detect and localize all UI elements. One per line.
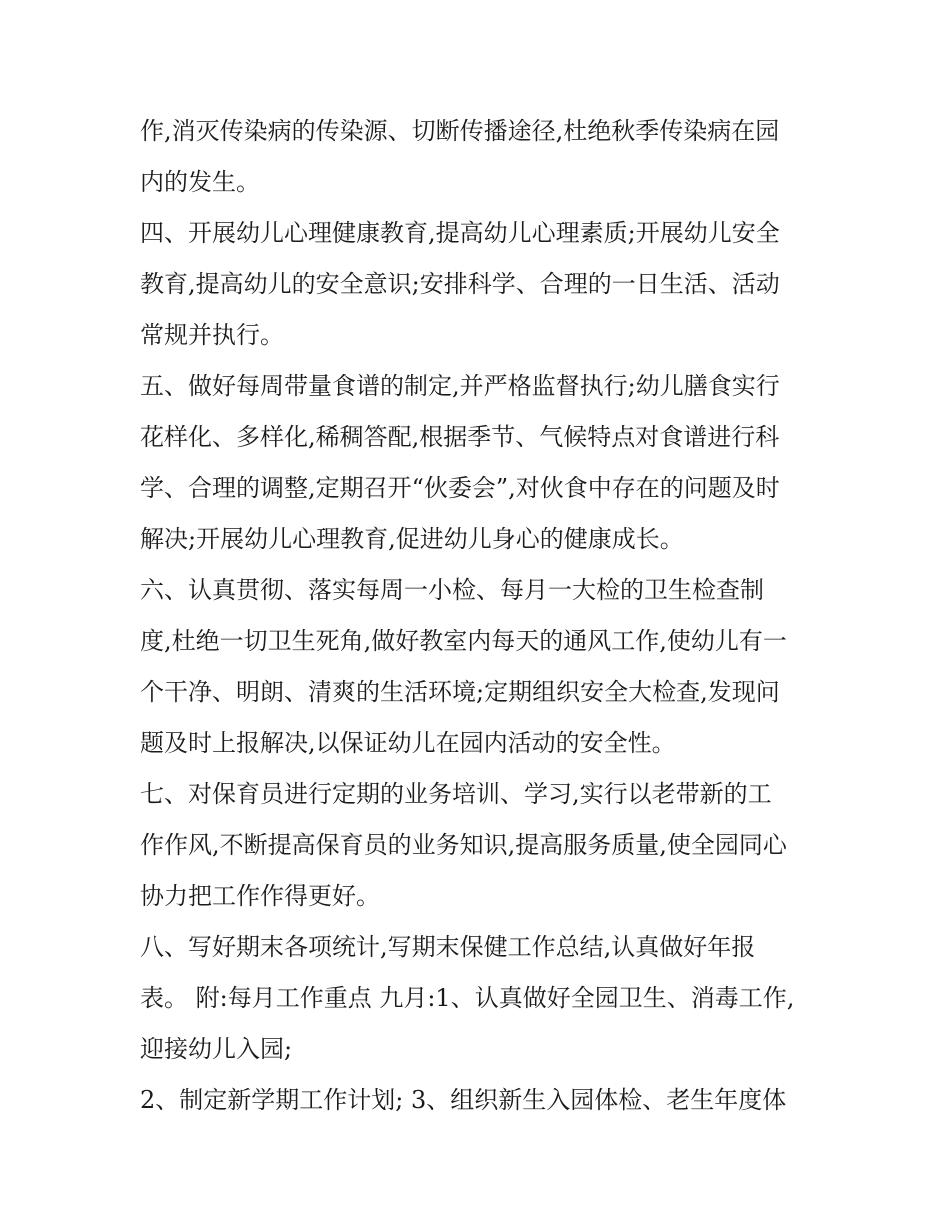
text-line-5: 常规并执行。 [140, 321, 284, 349]
text-line-19: 迎接幼儿入园; [140, 1035, 293, 1063]
text-line-14: 七、对保育员进行定期的业务培训、学习,实行以老带新的工 [140, 780, 772, 808]
text-line-16: 协力把工作作得更好。 [140, 882, 380, 910]
text-line-4: 教育,提高幼儿的安全意识;安排科学、合理的一日生活、活动 [140, 270, 780, 298]
text-line-12: 个干净、明朗、清爽的生活环境;定期组织安全大检查,发现问 [140, 678, 780, 706]
text-line-2: 内的发生。 [140, 168, 260, 196]
text-line-17: 八、写好期末各项统计,写期末保健工作总结,认真做好年报 [140, 933, 756, 961]
text-line-13: 题及时上报解决,以保证幼儿在园内活动的安全性。 [140, 729, 676, 757]
text-line-10: 六、认真贯彻、落实每周一小检、每月一大检的卫生检查制 [140, 576, 764, 604]
text-line-9: 解决;开展幼儿心理教育,促进幼儿身心的健康成长。 [140, 525, 684, 553]
text-line-3: 四、开展幼儿心理健康教育,提高幼儿心理素质;开展幼儿安全 [140, 219, 780, 247]
text-line-8: 学、合理的调整,定期召开“伙委会”,对伙食中存在的问题及时 [140, 474, 780, 502]
document-body [140, 106, 820, 1126]
text-line-6: 五、做好每周带量食谱的制定,并严格监督执行;幼儿膳食实行 [140, 372, 780, 400]
text-line-7: 花样化、多样化,稀稠答配,根据季节、气候特点对食谱进行科 [140, 423, 780, 451]
text-line-20: 2、制定新学期工作计划; 3、组织新生入园体检、老生年度体 [140, 1086, 787, 1114]
text-line-1: 作,消灭传染病的传染源、切断传播途径,杜绝秋季传染病在园 [140, 117, 780, 145]
text-line-15: 作作风,不断提高保育员的业务知识,提高服务质量,使全园同心 [140, 831, 787, 859]
text-line-11: 度,杜绝一切卫生死角,做好教室内每天的通风工作,使幼儿有一 [140, 627, 787, 655]
text-line-18: 表。 附:每月工作重点 九月:1、认真做好全园卫生、消毒工作, [140, 984, 795, 1012]
